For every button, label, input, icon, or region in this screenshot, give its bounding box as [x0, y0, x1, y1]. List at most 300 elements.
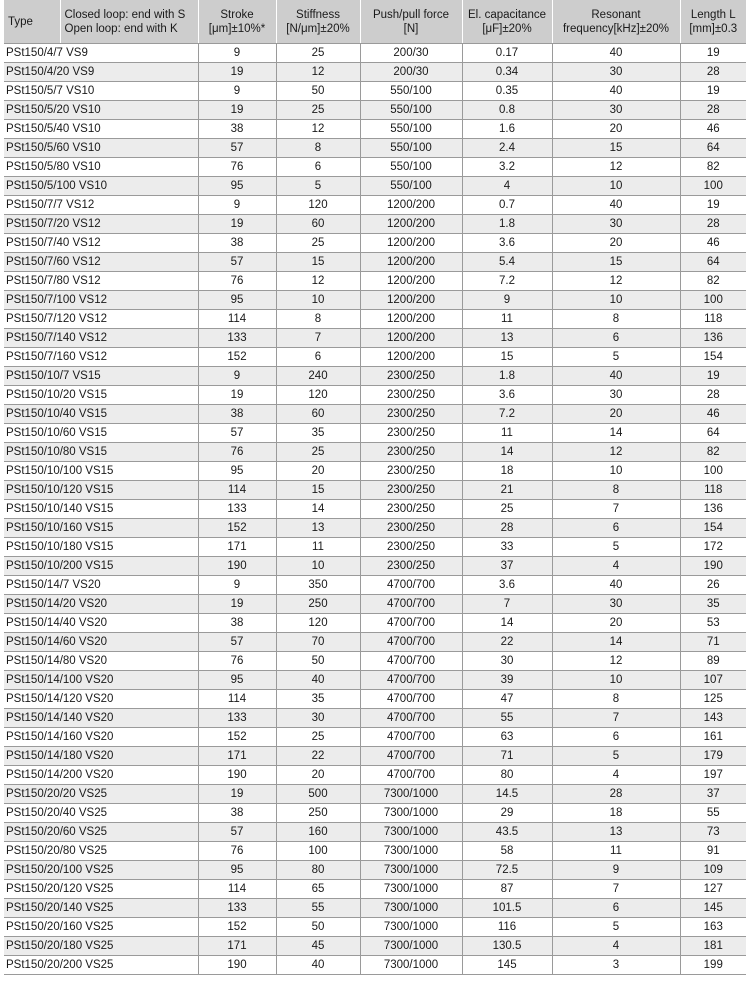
header-stiffness-line1: Stiffness: [296, 8, 340, 21]
cell-stiffness: 40: [276, 671, 360, 690]
cell-stroke: 133: [198, 500, 276, 519]
cell-stiffness: 250: [276, 595, 360, 614]
cell-resonant: 5: [552, 918, 680, 937]
cell-type: PSt150/14/80 VS20: [4, 652, 198, 671]
cell-resonant: 4: [552, 937, 680, 956]
cell-stroke: 95: [198, 462, 276, 481]
cell-type: PSt150/10/120 VS15: [4, 481, 198, 500]
table-row: [4, 196, 746, 215]
header-length: [680, 0, 746, 44]
header-stiffness-line2: [N/μm]±20%: [286, 22, 350, 35]
spec-table: [4, 0, 746, 975]
table-row: [4, 82, 746, 101]
cell-resonant: 12: [552, 443, 680, 462]
cell-type: PSt150/10/60 VS15: [4, 424, 198, 443]
table-row: [4, 576, 746, 595]
cell-stiffness: 25: [276, 443, 360, 462]
cell-stiffness: 10: [276, 291, 360, 310]
cell-stroke: 57: [198, 253, 276, 272]
cell-stiffness: 60: [276, 405, 360, 424]
cell-length: 82: [680, 272, 746, 291]
cell-length: 71: [680, 633, 746, 652]
header-loop-line1: Closed loop: end with S: [64, 8, 186, 21]
cell-capacitance: 58: [462, 842, 552, 861]
table-row: [4, 956, 746, 975]
cell-length: 161: [680, 728, 746, 747]
cell-type: PSt150/4/7 VS9: [4, 44, 198, 63]
cell-length: 179: [680, 747, 746, 766]
cell-stroke: 171: [198, 747, 276, 766]
cell-length: 172: [680, 538, 746, 557]
cell-force: 550/100: [360, 120, 462, 139]
cell-capacitance: 28: [462, 519, 552, 538]
table-row: [4, 842, 746, 861]
cell-type: PSt150/14/7 VS20: [4, 576, 198, 595]
cell-force: 4700/700: [360, 766, 462, 785]
header-stroke-line2: [μm]±10%*: [208, 22, 266, 35]
cell-length: 199: [680, 956, 746, 975]
cell-type: PSt150/7/100 VS12: [4, 291, 198, 310]
cell-force: 1200/200: [360, 310, 462, 329]
cell-capacitance: 7.2: [462, 272, 552, 291]
cell-type: PSt150/7/40 VS12: [4, 234, 198, 253]
header-resonant-line1: Resonant: [591, 8, 641, 21]
cell-type: PSt150/20/40 VS25: [4, 804, 198, 823]
cell-type: PSt150/7/160 VS12: [4, 348, 198, 367]
cell-stroke: 57: [198, 633, 276, 652]
cell-capacitance: 101.5: [462, 899, 552, 918]
cell-stroke: 114: [198, 481, 276, 500]
cell-force: 2300/250: [360, 500, 462, 519]
cell-resonant: 5: [552, 538, 680, 557]
cell-resonant: 40: [552, 196, 680, 215]
cell-length: 53: [680, 614, 746, 633]
cell-capacitance: 5.4: [462, 253, 552, 272]
cell-force: 4700/700: [360, 671, 462, 690]
cell-capacitance: 43.5: [462, 823, 552, 842]
cell-length: 19: [680, 196, 746, 215]
cell-type: PSt150/4/20 VS9: [4, 63, 198, 82]
cell-stiffness: 120: [276, 196, 360, 215]
cell-force: 2300/250: [360, 424, 462, 443]
cell-length: 109: [680, 861, 746, 880]
cell-stiffness: 100: [276, 842, 360, 861]
cell-stiffness: 20: [276, 462, 360, 481]
cell-length: 89: [680, 652, 746, 671]
cell-type: PSt150/5/100 VS10: [4, 177, 198, 196]
cell-stiffness: 6: [276, 158, 360, 177]
cell-type: PSt150/20/200 VS25: [4, 956, 198, 975]
table-row: [4, 44, 746, 63]
cell-type: PSt150/20/80 VS25: [4, 842, 198, 861]
cell-stiffness: 8: [276, 310, 360, 329]
cell-stiffness: 15: [276, 481, 360, 500]
cell-stroke: 19: [198, 63, 276, 82]
cell-resonant: 10: [552, 177, 680, 196]
cell-length: 64: [680, 253, 746, 272]
cell-stiffness: 5: [276, 177, 360, 196]
cell-type: PSt150/7/20 VS12: [4, 215, 198, 234]
header-type-label: Type: [8, 15, 33, 28]
cell-stiffness: 50: [276, 652, 360, 671]
cell-length: 127: [680, 880, 746, 899]
cell-stiffness: 25: [276, 728, 360, 747]
cell-stroke: 19: [198, 386, 276, 405]
cell-resonant: 40: [552, 44, 680, 63]
cell-capacitance: 3.6: [462, 234, 552, 253]
cell-capacitance: 130.5: [462, 937, 552, 956]
cell-capacitance: 29: [462, 804, 552, 823]
cell-stroke: 38: [198, 120, 276, 139]
cell-length: 28: [680, 63, 746, 82]
cell-stiffness: 25: [276, 101, 360, 120]
cell-length: 37: [680, 785, 746, 804]
header-stiffness: [276, 0, 360, 44]
table-row: [4, 671, 746, 690]
table-row: [4, 63, 746, 82]
cell-capacitance: 37: [462, 557, 552, 576]
cell-resonant: 12: [552, 158, 680, 177]
cell-stiffness: 120: [276, 614, 360, 633]
cell-type: PSt150/20/180 VS25: [4, 937, 198, 956]
header-length-line1: Length L: [690, 8, 736, 21]
cell-type: PSt150/5/7 VS10: [4, 82, 198, 101]
cell-capacitance: 2.4: [462, 139, 552, 158]
cell-capacitance: 14: [462, 614, 552, 633]
table-row: [4, 899, 746, 918]
cell-stroke: 95: [198, 861, 276, 880]
cell-force: 2300/250: [360, 557, 462, 576]
cell-stiffness: 35: [276, 690, 360, 709]
cell-resonant: 40: [552, 576, 680, 595]
table-row: [4, 690, 746, 709]
cell-length: 28: [680, 386, 746, 405]
cell-capacitance: 145: [462, 956, 552, 975]
cell-stroke: 95: [198, 671, 276, 690]
cell-stroke: 38: [198, 405, 276, 424]
header-type: [4, 0, 60, 44]
cell-type: PSt150/14/40 VS20: [4, 614, 198, 633]
cell-force: 1200/200: [360, 291, 462, 310]
cell-force: 7300/1000: [360, 861, 462, 880]
cell-stroke: 9: [198, 82, 276, 101]
cell-type: PSt150/5/20 VS10: [4, 101, 198, 120]
table-row: [4, 918, 746, 937]
cell-length: 190: [680, 557, 746, 576]
table-row: [4, 823, 746, 842]
cell-force: 4700/700: [360, 652, 462, 671]
cell-length: 100: [680, 291, 746, 310]
cell-type: PSt150/10/200 VS15: [4, 557, 198, 576]
cell-capacitance: 80: [462, 766, 552, 785]
cell-stiffness: 350: [276, 576, 360, 595]
cell-stiffness: 13: [276, 519, 360, 538]
cell-stiffness: 80: [276, 861, 360, 880]
cell-stiffness: 10: [276, 557, 360, 576]
cell-resonant: 28: [552, 785, 680, 804]
cell-length: 19: [680, 82, 746, 101]
cell-force: 7300/1000: [360, 804, 462, 823]
cell-stiffness: 45: [276, 937, 360, 956]
cell-stroke: 57: [198, 424, 276, 443]
table-row: [4, 880, 746, 899]
table-row: [4, 386, 746, 405]
cell-force: 2300/250: [360, 481, 462, 500]
cell-type: PSt150/14/160 VS20: [4, 728, 198, 747]
cell-length: 107: [680, 671, 746, 690]
cell-stiffness: 12: [276, 120, 360, 139]
cell-type: PSt150/10/100 VS15: [4, 462, 198, 481]
cell-stiffness: 15: [276, 253, 360, 272]
header-force-line2: [N]: [403, 22, 419, 35]
cell-type: PSt150/10/7 VS15: [4, 367, 198, 386]
table-row: [4, 120, 746, 139]
cell-capacitance: 0.35: [462, 82, 552, 101]
header-row: [4, 0, 746, 44]
cell-stroke: 114: [198, 690, 276, 709]
header-force: [360, 0, 462, 44]
header-force-line1: Push/pull force: [372, 8, 450, 21]
cell-stiffness: 160: [276, 823, 360, 842]
cell-stroke: 38: [198, 804, 276, 823]
table-row: [4, 709, 746, 728]
cell-type: PSt150/14/140 VS20: [4, 709, 198, 728]
cell-type: PSt150/5/60 VS10: [4, 139, 198, 158]
cell-resonant: 13: [552, 823, 680, 842]
cell-resonant: 6: [552, 329, 680, 348]
cell-stiffness: 14: [276, 500, 360, 519]
cell-length: 145: [680, 899, 746, 918]
cell-resonant: 30: [552, 63, 680, 82]
cell-stroke: 133: [198, 709, 276, 728]
cell-type: PSt150/7/60 VS12: [4, 253, 198, 272]
cell-length: 118: [680, 310, 746, 329]
table-row: [4, 291, 746, 310]
cell-force: 4700/700: [360, 614, 462, 633]
table-row: [4, 481, 746, 500]
cell-stroke: 9: [198, 196, 276, 215]
cell-length: 26: [680, 576, 746, 595]
cell-stroke: 76: [198, 272, 276, 291]
cell-capacitance: 4: [462, 177, 552, 196]
cell-stroke: 152: [198, 728, 276, 747]
cell-length: 100: [680, 462, 746, 481]
cell-stiffness: 35: [276, 424, 360, 443]
cell-stroke: 114: [198, 310, 276, 329]
cell-stroke: 76: [198, 652, 276, 671]
table-row: [4, 652, 746, 671]
cell-type: PSt150/7/120 VS12: [4, 310, 198, 329]
cell-force: 200/30: [360, 63, 462, 82]
cell-resonant: 20: [552, 120, 680, 139]
cell-force: 550/100: [360, 158, 462, 177]
cell-stiffness: 20: [276, 766, 360, 785]
table-row: [4, 329, 746, 348]
cell-type: PSt150/5/40 VS10: [4, 120, 198, 139]
table-row: [4, 348, 746, 367]
cell-capacitance: 15: [462, 348, 552, 367]
cell-length: 46: [680, 120, 746, 139]
cell-force: 1200/200: [360, 253, 462, 272]
cell-length: 19: [680, 367, 746, 386]
cell-length: 64: [680, 424, 746, 443]
table-row: [4, 937, 746, 956]
table-row: [4, 310, 746, 329]
cell-resonant: 30: [552, 595, 680, 614]
cell-resonant: 8: [552, 310, 680, 329]
cell-resonant: 10: [552, 291, 680, 310]
cell-capacitance: 1.6: [462, 120, 552, 139]
cell-type: PSt150/10/40 VS15: [4, 405, 198, 424]
cell-stroke: 9: [198, 576, 276, 595]
cell-capacitance: 21: [462, 481, 552, 500]
table-row: [4, 614, 746, 633]
cell-resonant: 30: [552, 386, 680, 405]
cell-type: PSt150/7/140 VS12: [4, 329, 198, 348]
cell-resonant: 5: [552, 348, 680, 367]
cell-capacitance: 3.6: [462, 576, 552, 595]
cell-force: 4700/700: [360, 633, 462, 652]
cell-capacitance: 71: [462, 747, 552, 766]
cell-resonant: 4: [552, 557, 680, 576]
cell-force: 1200/200: [360, 272, 462, 291]
cell-stiffness: 250: [276, 804, 360, 823]
cell-type: PSt150/10/20 VS15: [4, 386, 198, 405]
cell-stiffness: 25: [276, 234, 360, 253]
table-row: [4, 177, 746, 196]
cell-capacitance: 7: [462, 595, 552, 614]
cell-stiffness: 50: [276, 82, 360, 101]
table-row: [4, 272, 746, 291]
cell-length: 91: [680, 842, 746, 861]
cell-type: PSt150/7/80 VS12: [4, 272, 198, 291]
cell-stiffness: 25: [276, 44, 360, 63]
cell-resonant: 40: [552, 367, 680, 386]
table-row: [4, 253, 746, 272]
cell-stroke: 133: [198, 329, 276, 348]
cell-capacitance: 72.5: [462, 861, 552, 880]
cell-resonant: 5: [552, 747, 680, 766]
cell-length: 154: [680, 519, 746, 538]
table-row: [4, 538, 746, 557]
cell-resonant: 10: [552, 462, 680, 481]
cell-force: 1200/200: [360, 348, 462, 367]
cell-resonant: 14: [552, 424, 680, 443]
cell-type: PSt150/7/7 VS12: [4, 196, 198, 215]
table-row: [4, 519, 746, 538]
cell-type: PSt150/20/20 VS25: [4, 785, 198, 804]
cell-force: 7300/1000: [360, 880, 462, 899]
table-row: [4, 557, 746, 576]
cell-type: PSt150/14/60 VS20: [4, 633, 198, 652]
cell-stroke: 171: [198, 538, 276, 557]
cell-force: 550/100: [360, 101, 462, 120]
cell-stroke: 190: [198, 956, 276, 975]
cell-capacitance: 87: [462, 880, 552, 899]
cell-stroke: 57: [198, 823, 276, 842]
cell-force: 2300/250: [360, 519, 462, 538]
cell-force: 550/100: [360, 177, 462, 196]
cell-resonant: 40: [552, 82, 680, 101]
cell-stiffness: 55: [276, 899, 360, 918]
cell-type: PSt150/10/160 VS15: [4, 519, 198, 538]
table-row: [4, 595, 746, 614]
cell-force: 1200/200: [360, 329, 462, 348]
cell-length: 136: [680, 329, 746, 348]
cell-type: PSt150/5/80 VS10: [4, 158, 198, 177]
cell-stiffness: 240: [276, 367, 360, 386]
cell-force: 7300/1000: [360, 937, 462, 956]
table-header: [4, 0, 746, 44]
header-resonant-line2: frequency[kHz]±20%: [562, 22, 670, 35]
cell-length: 28: [680, 101, 746, 120]
cell-type: PSt150/20/60 VS25: [4, 823, 198, 842]
cell-resonant: 11: [552, 842, 680, 861]
cell-stroke: 19: [198, 215, 276, 234]
cell-stiffness: 500: [276, 785, 360, 804]
cell-type: PSt150/20/140 VS25: [4, 899, 198, 918]
cell-force: 7300/1000: [360, 785, 462, 804]
cell-force: 4700/700: [360, 595, 462, 614]
cell-force: 1200/200: [360, 215, 462, 234]
cell-length: 28: [680, 215, 746, 234]
cell-capacitance: 0.34: [462, 63, 552, 82]
cell-stiffness: 12: [276, 272, 360, 291]
cell-stroke: 57: [198, 139, 276, 158]
header-resonant: [552, 0, 680, 44]
cell-force: 2300/250: [360, 367, 462, 386]
cell-length: 82: [680, 443, 746, 462]
cell-resonant: 20: [552, 405, 680, 424]
cell-stiffness: 40: [276, 956, 360, 975]
header-stroke-line1: Stroke: [220, 8, 254, 21]
cell-resonant: 9: [552, 861, 680, 880]
cell-force: 4700/700: [360, 728, 462, 747]
cell-type: PSt150/20/120 VS25: [4, 880, 198, 899]
cell-length: 154: [680, 348, 746, 367]
cell-force: 1200/200: [360, 196, 462, 215]
table-row: [4, 633, 746, 652]
cell-force: 550/100: [360, 139, 462, 158]
cell-type: PSt150/14/120 VS20: [4, 690, 198, 709]
cell-stiffness: 8: [276, 139, 360, 158]
cell-resonant: 15: [552, 139, 680, 158]
cell-stiffness: 70: [276, 633, 360, 652]
cell-capacitance: 3.6: [462, 386, 552, 405]
header-loop: [60, 0, 198, 44]
table-row: [4, 804, 746, 823]
table-row: [4, 158, 746, 177]
cell-force: 7300/1000: [360, 956, 462, 975]
table-row: [4, 443, 746, 462]
cell-length: 19: [680, 44, 746, 63]
cell-stroke: 19: [198, 595, 276, 614]
cell-stroke: 95: [198, 291, 276, 310]
cell-force: 2300/250: [360, 443, 462, 462]
cell-capacitance: 22: [462, 633, 552, 652]
cell-type: PSt150/10/180 VS15: [4, 538, 198, 557]
cell-capacitance: 1.8: [462, 215, 552, 234]
cell-length: 197: [680, 766, 746, 785]
cell-length: 64: [680, 139, 746, 158]
cell-length: 35: [680, 595, 746, 614]
cell-length: 82: [680, 158, 746, 177]
cell-stroke: 76: [198, 158, 276, 177]
cell-type: PSt150/14/20 VS20: [4, 595, 198, 614]
cell-stroke: 38: [198, 614, 276, 633]
cell-resonant: 30: [552, 215, 680, 234]
cell-length: 163: [680, 918, 746, 937]
